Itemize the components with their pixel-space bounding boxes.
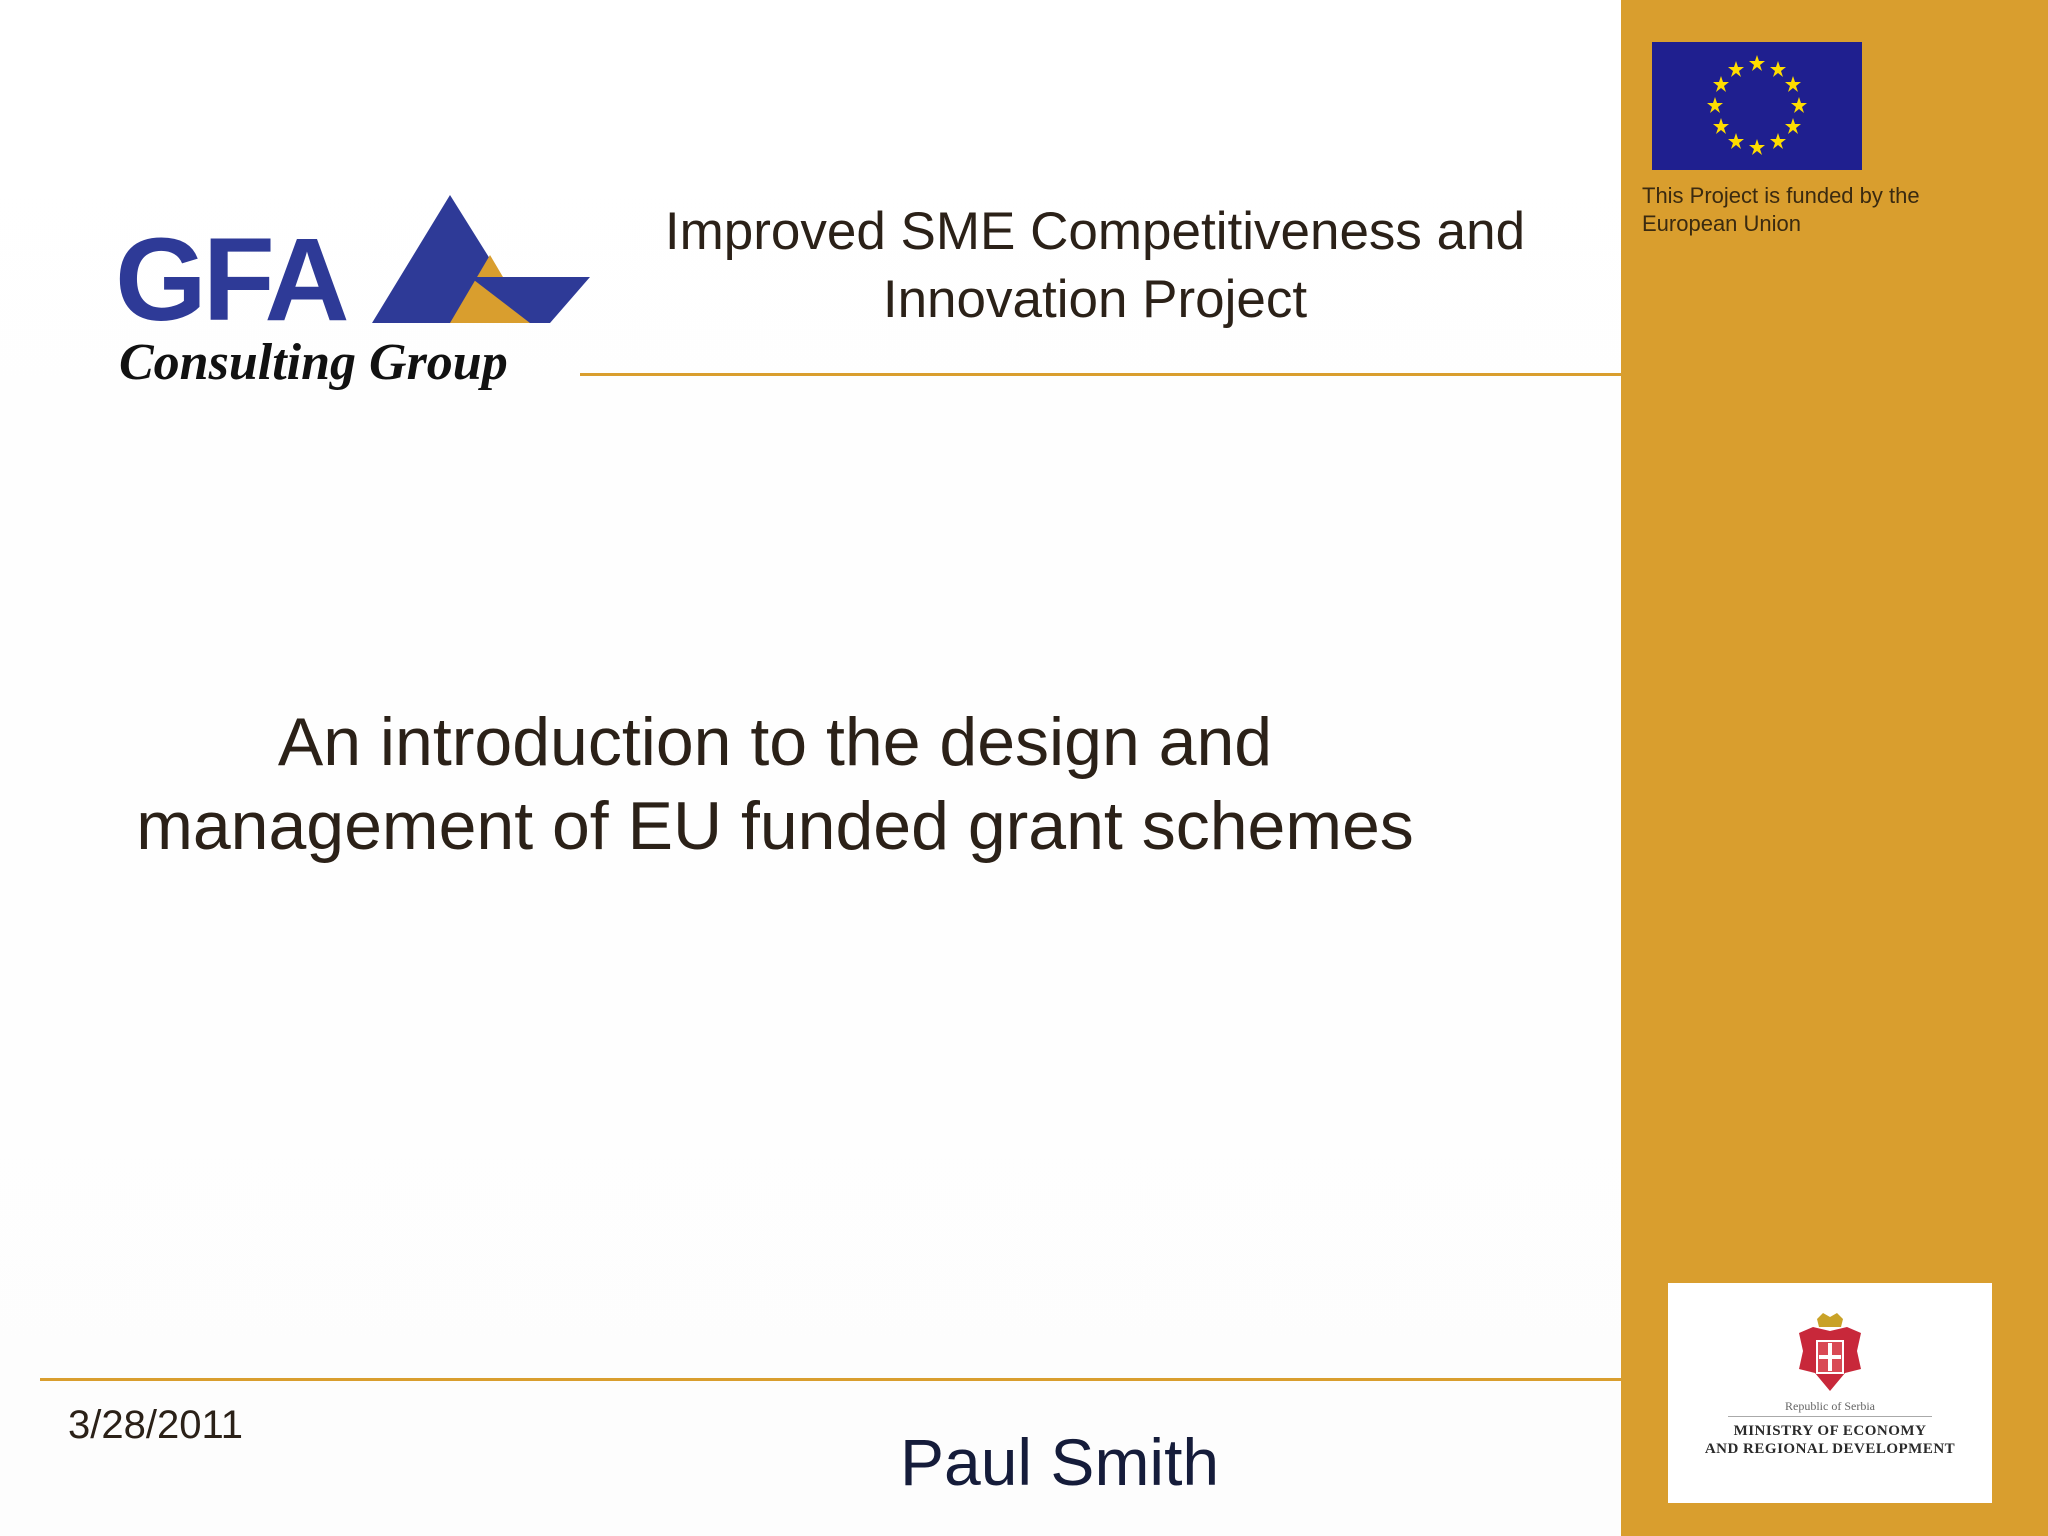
presentation-title-line1: An introduction to the design and <box>277 704 1273 780</box>
gfa-logo-letters: GFA <box>115 214 346 346</box>
presentation-title <box>60 700 1490 868</box>
ministry-country: Republic of Serbia <box>1785 1399 1875 1413</box>
ministry-divider <box>1728 1416 1932 1417</box>
project-title-line1: Improved SME Competitiveness and <box>664 202 1526 261</box>
slide-date: 3/28/2011 <box>68 1403 243 1447</box>
project-title-line2: Innovation Project <box>882 270 1308 329</box>
presenter-name: Paul Smith <box>900 1425 1220 1499</box>
eu-flag-icon <box>1652 42 1862 170</box>
gfa-logo <box>115 195 545 410</box>
presentation-title-line2: management of EU funded grant schemes <box>136 788 1414 864</box>
serbia-coat-of-arms-icon <box>1795 1311 1865 1395</box>
gfa-logo-subtitle: Consulting Group <box>119 334 508 391</box>
ministry-name-line1: MINISTRY OF ECONOMY <box>1733 1423 1927 1439</box>
eu-funding-caption: This Project is funded by the European Union <box>1642 183 1920 236</box>
header-divider <box>580 373 1621 376</box>
footer-divider <box>40 1378 1621 1381</box>
ministry-logo <box>1668 1283 1992 1503</box>
ministry-name-line2: AND REGIONAL DEVELOPMENT <box>1704 1441 1956 1457</box>
project-title <box>580 198 1610 334</box>
